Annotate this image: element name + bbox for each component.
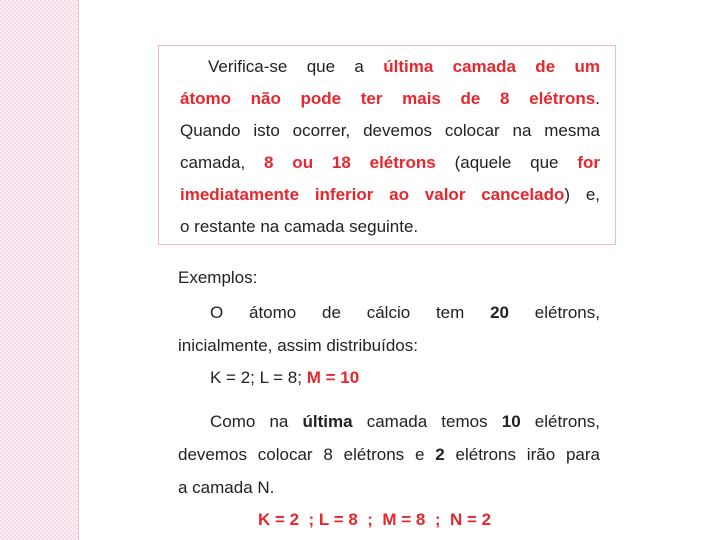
distribution-prefix: K = 2; L = 8; [210, 368, 307, 387]
rule-line-2-highlight: átomo não pode ter mais de 8 elétrons [180, 89, 596, 108]
rule-line-6 [180, 217, 418, 237]
example-1-line-2: inicialmente, assim distribuídos: [178, 336, 418, 355]
rule-line-5-highlight: imediatamente inferior ao valor cancelado [180, 185, 565, 204]
example-2-line-2-num: 2 [435, 445, 445, 464]
rule-line-3-text: Quando isto ocorrer, devemos colocar na mesma [180, 121, 600, 140]
example-2-line-2-a: devemos colocar 8 elétrons e [178, 445, 436, 464]
example-1-line-1 [210, 303, 600, 323]
rule-line-4 [180, 153, 600, 173]
rule-line-4-text-2: (aquele que [435, 153, 578, 172]
example-2-line-2-b: elétrons irão para [444, 445, 600, 464]
examples-heading: Exemplos: [178, 268, 258, 287]
rule-line-6-text: o restante na camada seguinte. [180, 217, 419, 236]
rule-line-1-highlight: última camada de um [383, 57, 600, 76]
example-2-line-3: a camada N. [178, 478, 275, 497]
distribution-highlight: M = 10 [306, 368, 360, 387]
rule-line-3 [180, 121, 600, 141]
rule-line-4-highlight: 8 ou 18 elétrons [264, 153, 436, 172]
rule-line-1 [208, 57, 600, 77]
rule-line-4-highlight-2: for [577, 153, 600, 172]
example-2-text-a: Como na [210, 412, 303, 431]
rule-line-2 [180, 89, 600, 109]
example-2-emphasis: última [302, 412, 353, 431]
example-1-text-a: O átomo de cálcio tem [210, 303, 491, 322]
example-1-text-b: elétrons, [509, 303, 600, 322]
final-distribution: K = 2 ; L = 8 ; M = 8 ; N = 2 [258, 510, 492, 529]
example-1-distribution [210, 368, 359, 388]
example-2-line-1 [210, 412, 600, 432]
example-2-electron-count: 10 [501, 412, 521, 431]
rule-line-4-text: camada, [180, 153, 265, 172]
example-1-electron-count: 20 [490, 303, 509, 322]
rule-line-5 [180, 185, 600, 205]
rule-line-2-text: . [595, 89, 600, 108]
rule-line-1-text: Verifica-se que a [208, 57, 384, 76]
example-2-line-2 [178, 445, 600, 465]
example-2-text-c: elétrons, [520, 412, 600, 431]
decorative-side-strip [0, 0, 79, 540]
rule-line-5-text: ) e, [564, 185, 600, 204]
example-2-text-b: camada temos [352, 412, 502, 431]
